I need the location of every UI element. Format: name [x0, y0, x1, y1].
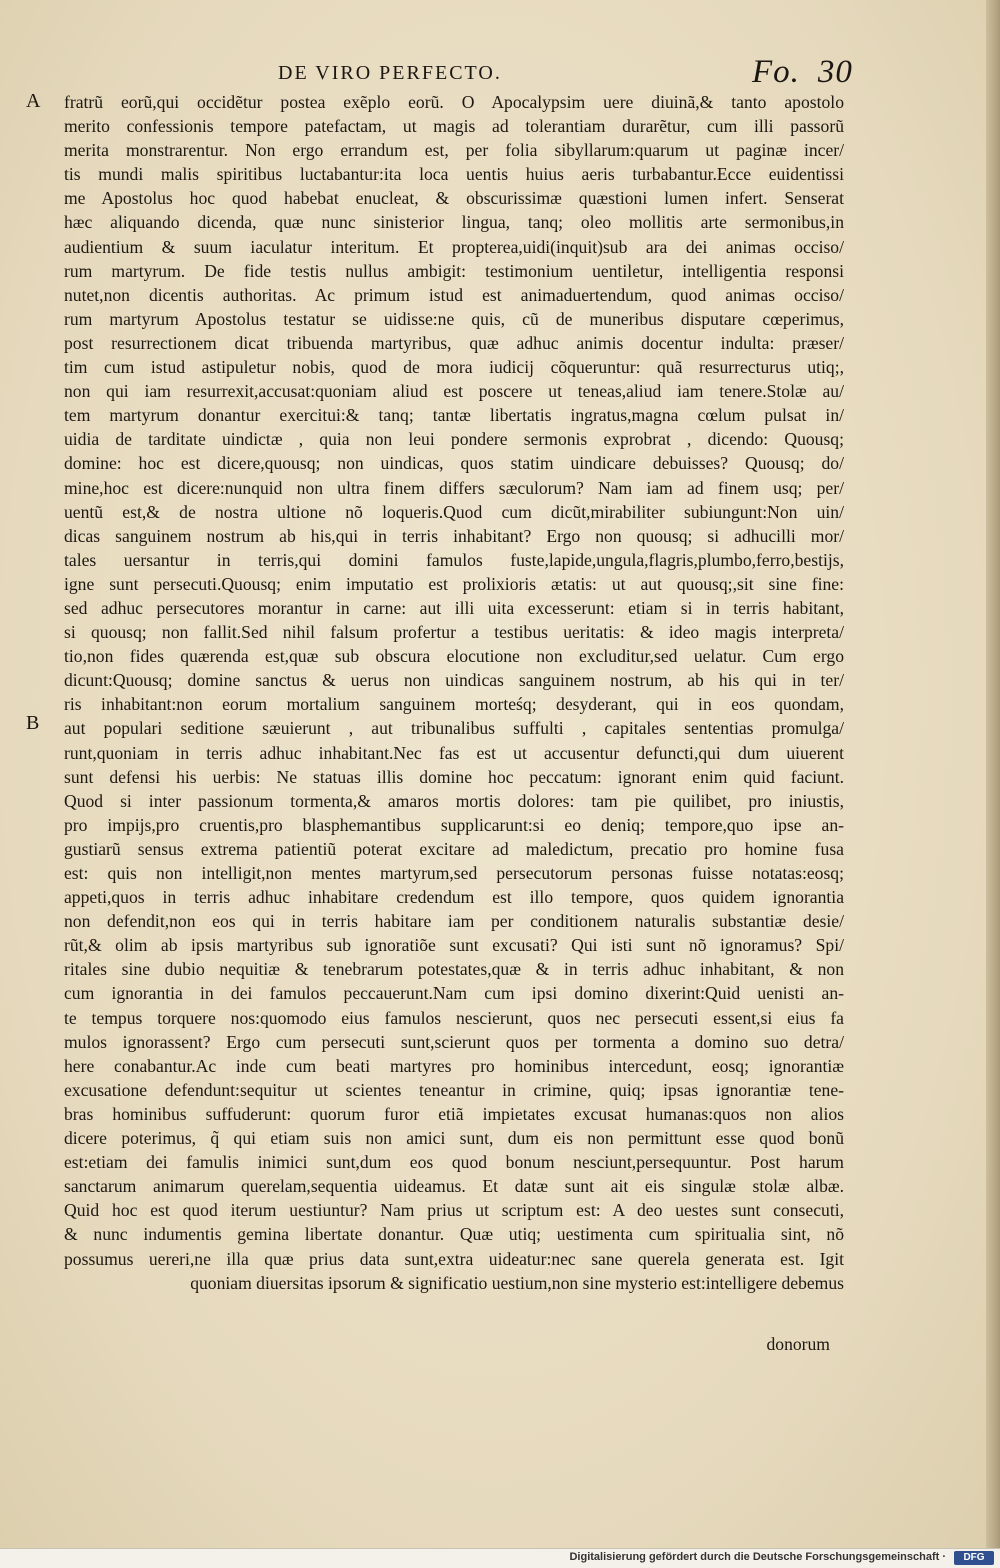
text-line: tis mundi malis spiritibus luctabantur:ita loca uentis huius aeris turbabantur.Ecce euidentissi	[64, 164, 844, 185]
text-line: me Apostolus hoc quod habebat enucleat, & obscurissimæ quæstioni lumen infert. Senserat	[64, 188, 844, 209]
text-line: runt,quoniam in terris adhuc inhabitant.Nec fas est ut accusentur defuncti,qui dum uiuerent	[64, 742, 844, 763]
page-edge	[986, 0, 1000, 1548]
text-line: merita monstrarentur. Non ergo errandum est, per folia sibyllarum:quarum ut paginæ incer/	[64, 140, 844, 161]
body-text	[64, 90, 844, 1295]
text-line: excusatione defendunt:sequitur ut scientes teneantur in crimine, quiq; ipsas ignorantiæ tene-	[64, 1079, 844, 1100]
text-line: igne sunt persecuti.Quousq; enim imputatio est prolixioris ætatis: ut aut quousq;,sit sine fine:	[64, 573, 844, 594]
text-line: quoniam diuersitas ipsorum & significatio uestium,non sine mysterio est:intelligere debemus	[190, 1272, 844, 1293]
text-line: cum ignorantia in dei famulos peccauerunt.Nam cum ipsi domino dixerint:Quid uenisti an-	[64, 983, 844, 1004]
text-line: possumus uereri,ne illa quæ prius data sunt,extra uideatur:nec sane querela generata est. Igit	[64, 1248, 844, 1269]
section-marker-b: B	[26, 712, 40, 734]
text-line: tio,non fides quærenda est,quæ sub obscura elocutione non excluditur,sed uelatur. Cum ergo	[64, 646, 844, 667]
text-line: te tempus torquere nos:quomodo eius famulos nescierunt, quos nec persecuti essent,si eius fa	[64, 1007, 844, 1028]
text-line: rum martyrum. De fide testis nullus ambigit: testimonium uentiletur, intelligentia responsi	[64, 260, 844, 281]
folio-number: 30	[817, 54, 853, 90]
text-line: uentũ est,& de nostra ultione nõ loqueris.Quod cum dicũt,mirabiliter subiungunt:Non uin/	[64, 501, 844, 522]
text-line: tim cum istud astipuletur nobis, quod de mora iudicij cõqueruntur: quã resurrecturus utiq;,	[64, 357, 844, 378]
text-line: est:etiam dei famulis inimici sunt,dum eos quod bonum nesciunt,persequuntur. Post harum	[64, 1152, 844, 1173]
text-line: bras hominibus suffuderunt: quorum furor etiã impietates excusat humanas:quos non alios	[64, 1103, 844, 1124]
dfg-logo: DFG	[954, 1551, 994, 1565]
text-line: tales uersantur in terris,qui domini famulos fuste,lapide,ungula,flagris,plumbo,ferro,bestijs,	[64, 549, 844, 570]
text-line: post resurrectionem dicat tribuenda martyribus, quæ adhuc animis docentur indulta: præser/	[64, 332, 844, 353]
text-line: & nunc indumentis gemina libertate donantur. Quæ utiq; uestimenta cum spiritualia sint, nõ	[64, 1224, 844, 1245]
text-line: dicere poterimus, q̃ qui etiam suis non amici sunt, dum eis non permittunt esse quod bonũ	[64, 1128, 844, 1149]
text-line: tem martyrum donantur exercitui:& tanq; tantæ libertatis ingratus,magna cœlum pulsat in/	[64, 405, 844, 426]
folio-marker	[752, 54, 853, 91]
text-line: here conabantur.Ac inde cum beati martyres pro hominibus intercedunt, eosq; ignorantiæ	[64, 1055, 844, 1076]
text-line: pro impijs,pro cruentis,pro blasphemantibus supplicarunt:si eo deniq; tempore,quo ipse an-	[64, 814, 844, 835]
text-line: Quod si inter passionum tormenta,& amaros mortis dolores: tam pie quilibet, pro iniustis,	[64, 790, 844, 811]
text-line: merito confessionis tempore patefactam, ut magis ad tolerantiam durarẽtur, cum illi passorũ	[64, 116, 844, 137]
text-line: mine,hoc est dicere:nunquid non ultra finem differs sæculorum? Nam iam ad finem usq; per/	[64, 477, 844, 498]
text-line: rũt,& olim ab ipsis martyribus sub ignoratiõe sunt excusati? Qui isti sunt nõ ignoramus? Spi/	[64, 935, 844, 956]
folio-label: Fo.	[752, 54, 800, 90]
text-line: nutet,non dicentis authoritas. Ac primum istud est animaduertendum, quod animas occiso/	[64, 284, 844, 305]
digitization-footer	[0, 1548, 1000, 1568]
text-line: dicas sanguinem nostrum ab his,qui in terris inhabitant? Ergo non quousq; si adhucilli mor/	[64, 525, 844, 546]
text-line: non qui iam resurrexit,accusat:quoniam aliud est poscere ut teneas,aliud iam tenere.Stolæ au/	[64, 381, 844, 402]
text-line: domine: hoc est dicere,quousq; non uindicas, quos statim uindicare debuisses? Quousq; do/	[64, 453, 844, 474]
text-line: sed adhuc persecutores morantur in carne: aut illi uita excesserunt: etiam si in terris habitant,	[64, 597, 844, 618]
text-line: uidia de tarditate uindictæ , quia non leui pondere sermonis exprobrat , dicendo: Quousq;	[64, 429, 844, 450]
text-line: est: quis non intelligit,non mentes martyrum,sed persecutorum personas fuisse notatas:eosq;	[64, 863, 844, 883]
text-line: aut populari seditione sæuierunt , aut tribunalibus suffulti , capitales sententias promulga/	[64, 718, 844, 739]
text-line: non defendit,non eos qui in terris habitare iam per conditionem naturalis substantiæ desie/	[64, 911, 844, 932]
section-marker-a: A	[26, 90, 41, 112]
text-line: Quid hoc est quod iterum uestiuntur? Nam prius ut scriptum est: A deo uestes sunt consecuti,	[64, 1200, 844, 1221]
text-line: ris inhabitant:non eorum mortalium sanguinem morteśq; desyderant, qui in eos quondam,	[64, 694, 844, 715]
text-line: sunt defensi his uerbis: Ne statuas illis domine hoc peccatum: ignorant enim quid faciunt.	[64, 766, 844, 787]
text-line: sanctarum animarum querelam,sequentia uideamus. Et datæ sunt ait eis singulæ stolæ albæ.	[64, 1176, 844, 1197]
footer-credit: Digitalisierung gefördert durch die Deutsche Forschungsgemeinschaft ·	[569, 1551, 946, 1563]
text-line: hæc aliquando dicenda, quæ nunc sinisterior lingua, tanq; oleo mollitis arte sermonibus,in	[64, 212, 844, 233]
text-line: fratrũ eorũ,qui occidẽtur postea exẽplo eorũ. O Apocalypsim uere diuinã,& tanto apostolo	[64, 92, 844, 112]
running-title: DE VIRO PERFECTO.	[278, 62, 502, 84]
catchword: donorum	[766, 1334, 830, 1354]
text-line: si quousq; non fallit.Sed nihil falsum profertur a testibus ueritatis: & ideo magis interpreta/	[64, 622, 844, 643]
text-line: mulos ignorassent? Ergo cum persecuti sunt,scierunt quos per tormenta a domino suo detra/	[64, 1031, 844, 1052]
text-line: ritales sine dubio nequitiæ & tenebrarum potestates,quæ & in terris adhuc inhabitant, & non	[64, 959, 844, 980]
text-line: gustiarũ sensus extrema patientiũ poterat excitare ad maledictum, precatio pro homine fusa	[64, 838, 844, 859]
text-line: dicunt:Quousq; domine sanctus & uerus non uindicas sanguinem nostrum, ab his qui in ter/	[64, 670, 844, 691]
text-line: audientium & suum iaculatur interitum. Et propterea,uidi(inquit)sub ara dei animas occiso/	[64, 236, 844, 257]
text-line: appeti,quos in terris adhuc inhabitare credendum est illo tempore, quos quidem ignorantia	[64, 887, 844, 908]
text-line: rum martyrum Apostolus testatur se uidisse:ne quis, cũ de muneribus disputare cœperimus,	[64, 308, 844, 329]
